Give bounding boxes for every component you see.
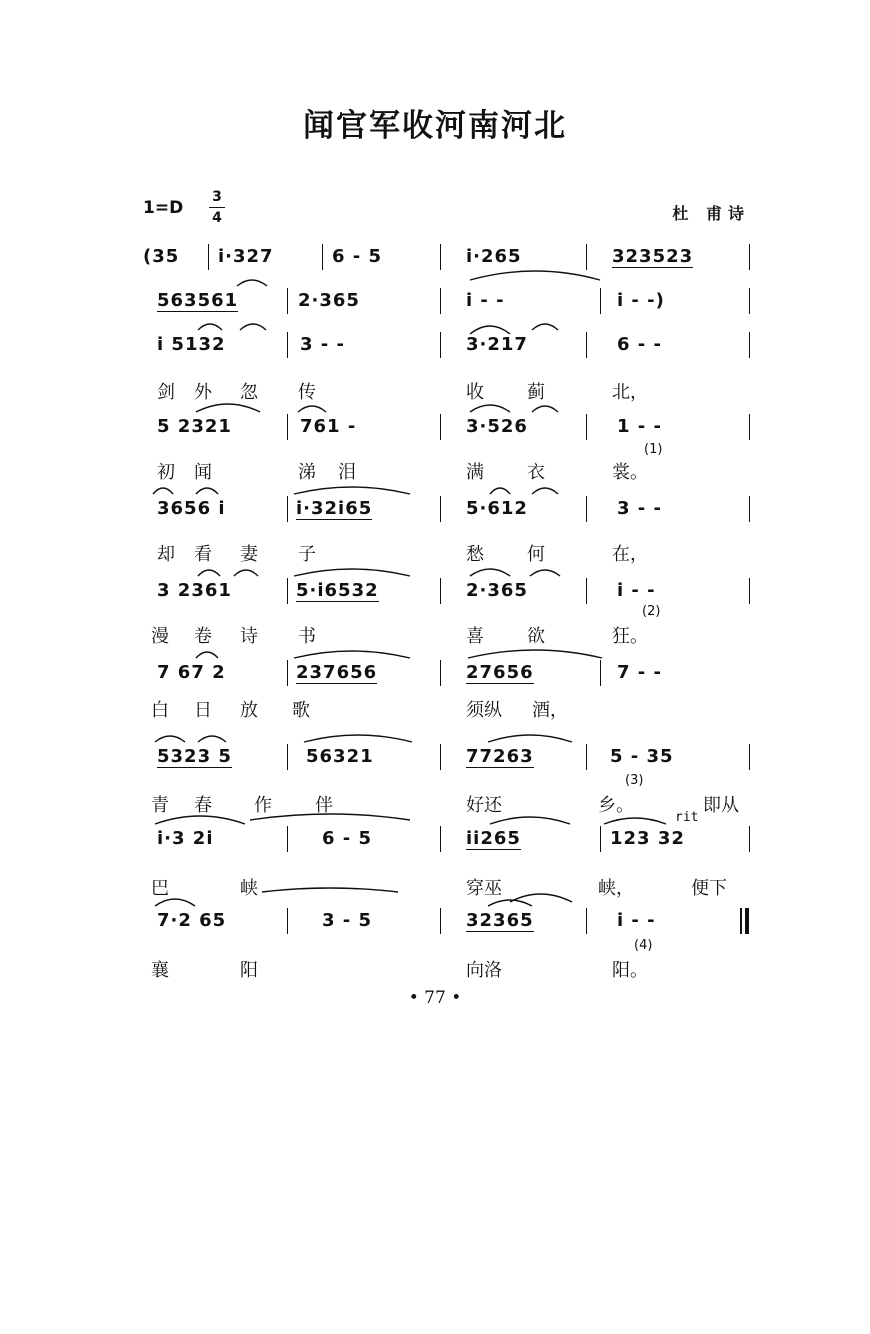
slur [196, 652, 218, 658]
notation-segment: 323523 [612, 246, 694, 267]
notation-segment: 5 2321 [157, 416, 232, 437]
bar-line [749, 578, 750, 604]
bar-line [322, 244, 323, 270]
slur [196, 488, 218, 494]
notation-row [0, 498, 870, 528]
bar-line [440, 908, 441, 934]
bar-line [586, 744, 587, 770]
lyric-char: 喜 [466, 626, 484, 647]
notation-segment: 27656 [466, 662, 534, 683]
slur [198, 324, 222, 330]
lyric-char: 忽 [240, 382, 258, 403]
bar-line [440, 578, 441, 604]
lyric-char: 穿巫 [466, 878, 502, 899]
notation-row [0, 746, 870, 776]
notation-segment: ii265 [466, 828, 521, 849]
bar-line [586, 578, 587, 604]
lyric-char: 放 [240, 700, 258, 721]
lyric-char: 传 [298, 382, 316, 403]
bar-line [287, 496, 288, 522]
bar-line [440, 744, 441, 770]
slur [488, 900, 532, 906]
slur [298, 406, 326, 412]
lyric-row [0, 696, 870, 720]
lyric-char: 书 [298, 626, 316, 647]
notation-segment: i·265 [466, 246, 522, 267]
notation-segment: 3 - - [300, 334, 345, 355]
lyric-char: 巴 [151, 878, 169, 899]
bar-line [440, 496, 441, 522]
page-number: • 77 • [408, 988, 462, 1008]
notation-segment: 3656 i [157, 498, 226, 519]
lyric-char: 日 [194, 700, 212, 721]
lyric-char: 泪 [338, 462, 356, 483]
bar-line [749, 332, 750, 358]
notation-segment: 56321 [306, 746, 374, 767]
notation-segment: 5 - 35 [610, 746, 674, 767]
notation-segment: 237656 [296, 662, 378, 683]
slur [153, 488, 173, 494]
notation-segment: 3 - 5 [322, 910, 373, 931]
bar-line [440, 414, 441, 440]
lyric-char: 青 [151, 795, 169, 816]
notation-row [0, 246, 870, 276]
slur [490, 817, 570, 824]
notation-segment: i 5132 [157, 334, 226, 355]
bar-line [586, 496, 587, 522]
lyric-char: 蓟 [527, 382, 545, 403]
notation-segment: 3·217 [466, 334, 528, 355]
bar-line [440, 660, 441, 686]
notation-segment: 77263 [466, 746, 534, 767]
lyric-char: 卷 [194, 626, 212, 647]
lyric-char: 歌 [292, 700, 310, 721]
slur [294, 487, 410, 494]
lyric-char: 衣 [527, 462, 545, 483]
lyric-char: 漫 [151, 626, 169, 647]
slur [470, 326, 510, 334]
bar-line [440, 332, 441, 358]
notation-row [0, 334, 870, 364]
notation-segment: i·327 [218, 246, 274, 267]
lyric-char: 好还 [466, 795, 502, 816]
lyric-char: 北， [612, 382, 648, 403]
lyric-char: 峡， [598, 878, 634, 899]
lyric-char: 收 [466, 382, 484, 403]
lyric-char: 外 [194, 382, 212, 403]
notation-segment: 5·612 [466, 498, 528, 519]
song-title: 闻官军收河南河北 [303, 108, 567, 144]
lyric-char: 满 [466, 462, 484, 483]
bar-line [586, 908, 587, 934]
lyric-char: 看 [194, 544, 212, 565]
lyric-char: 涕 [298, 462, 316, 483]
slur [155, 736, 185, 742]
notation-segment: 1 - - [617, 416, 662, 437]
notation-segment: 3·526 [466, 416, 528, 437]
lyric-char: 乡。 [598, 795, 634, 816]
lyric-char: 剑 [157, 382, 175, 403]
lyric-char: 欲 [527, 626, 545, 647]
notation-row [0, 416, 870, 446]
lyric-char: 伴 [315, 795, 333, 816]
bar-line [749, 826, 750, 852]
lyric-char: 在， [612, 544, 648, 565]
bar-line [600, 826, 601, 852]
notation-segment: i - - [466, 290, 505, 311]
bar-line [600, 660, 601, 686]
slur [240, 324, 266, 330]
bar-line [586, 414, 587, 440]
notation-segment: i - - [617, 580, 656, 601]
notation-row [0, 290, 870, 320]
lyric-char: 峡 [240, 878, 258, 899]
bar-line [586, 244, 587, 270]
bar-line [287, 908, 288, 934]
lyric-row [0, 604, 870, 647]
lyric-char: 便下 [691, 878, 727, 899]
notation-segment: 6 - - [617, 334, 662, 355]
bar-line [586, 332, 587, 358]
slur [155, 899, 195, 906]
notation-segment: 2·365 [298, 290, 360, 311]
bar-line [749, 414, 750, 440]
notation-segment: 123 32 [610, 828, 685, 849]
slur [155, 816, 245, 824]
lyric-char: 愁 [466, 544, 484, 565]
notation-segment: 6 - 5 [322, 828, 373, 849]
lyric-char: 初 [157, 462, 175, 483]
notation-segment: i - - [617, 910, 656, 931]
lyric-row [0, 773, 870, 816]
notation-segment: 32365 [466, 910, 534, 931]
final-bar-line [740, 908, 742, 934]
lyric-row [0, 540, 870, 564]
lyric-char: 子 [298, 544, 316, 565]
slur [532, 406, 558, 412]
bar-line [749, 288, 750, 314]
notation-segment: 563561 [157, 290, 239, 311]
notation-segment: 5·i6532 [296, 580, 379, 601]
slur [234, 570, 258, 576]
lyric-char: 酒， [532, 700, 568, 721]
lyric-char: 阳。 [612, 960, 648, 981]
bar-line [287, 744, 288, 770]
bar-line [287, 660, 288, 686]
lyric-char: 襄 [151, 960, 169, 981]
notation-segment: 6 - 5 [332, 246, 383, 267]
author-credit: 杜 甫诗 [672, 204, 750, 223]
slur [470, 405, 510, 412]
lyric-char: 白 [151, 700, 169, 721]
time-signature-top: 3 [212, 189, 222, 205]
bar-line [749, 244, 750, 270]
slur [470, 569, 510, 576]
notation-segment: 7 - - [617, 662, 662, 683]
lyric-char: 闻 [194, 462, 212, 483]
slur [468, 650, 602, 658]
slur [198, 570, 220, 576]
slur [604, 818, 666, 824]
notation-segment: 761 - [300, 416, 357, 437]
notation-segment: i·3 2i [157, 828, 214, 849]
lyric-char: 狂。 [612, 626, 648, 647]
key-signature: 1=D [143, 198, 184, 218]
notation-segment: i - -) [617, 290, 665, 311]
lyric-char: 须纵 [466, 700, 502, 721]
bar-line [208, 244, 209, 270]
slur [237, 280, 267, 286]
footnote-marker: (1) [644, 442, 663, 457]
notation-row [0, 580, 870, 610]
lyric-char: 诗 [240, 626, 258, 647]
slur [196, 404, 260, 412]
lyric-char: 即从 [703, 795, 739, 816]
lyric-char: 何 [527, 544, 545, 565]
bar-line [749, 496, 750, 522]
lyric-row [0, 938, 870, 981]
lyric-char: 裳。 [612, 462, 648, 483]
slur [488, 735, 572, 742]
bar-line [749, 744, 750, 770]
bar-line [287, 288, 288, 314]
slur [532, 488, 558, 494]
lyric-char: 妻 [240, 544, 258, 565]
notation-segment: 3 2361 [157, 580, 232, 601]
notation-segment: 2·365 [466, 580, 528, 601]
bar-line [287, 332, 288, 358]
ritardando-marking: rit [675, 810, 699, 825]
footnote-marker: (4) [634, 938, 653, 953]
lyric-char: 向洛 [466, 960, 502, 981]
bar-line [600, 288, 601, 314]
lyric-row [0, 378, 870, 402]
lyric-char: 阳 [240, 960, 258, 981]
bar-line [440, 244, 441, 270]
lyric-row [0, 874, 870, 898]
lyric-char: 作 [254, 795, 272, 816]
slur [294, 651, 410, 658]
slur [530, 570, 560, 576]
bar-line [287, 414, 288, 440]
lyric-char: 春 [194, 795, 212, 816]
notation-segment: i·32i65 [296, 498, 373, 519]
lyric-char: 却 [157, 544, 175, 565]
bar-line [287, 578, 288, 604]
notation-segment: 5323 5 [157, 746, 232, 767]
footnote-marker: (3) [625, 773, 644, 788]
footnote-marker: (2) [642, 604, 661, 619]
notation-segment: (35 [143, 246, 180, 267]
bar-line [440, 826, 441, 852]
bar-line [287, 826, 288, 852]
lyric-row [0, 442, 870, 483]
notation-segment: 7·2 65 [157, 910, 227, 931]
notation-row [0, 810, 870, 858]
notation-row [0, 910, 870, 940]
slur [198, 736, 226, 742]
slur [304, 735, 412, 742]
notation-segment: 3 - - [617, 498, 662, 519]
notation-segment: 7 67 2 [157, 662, 226, 683]
time-signature-bottom: 4 [212, 210, 222, 226]
slur [532, 324, 558, 330]
notation-row [0, 662, 870, 692]
bar-line [440, 288, 441, 314]
slur [490, 488, 510, 494]
slur [294, 569, 410, 576]
